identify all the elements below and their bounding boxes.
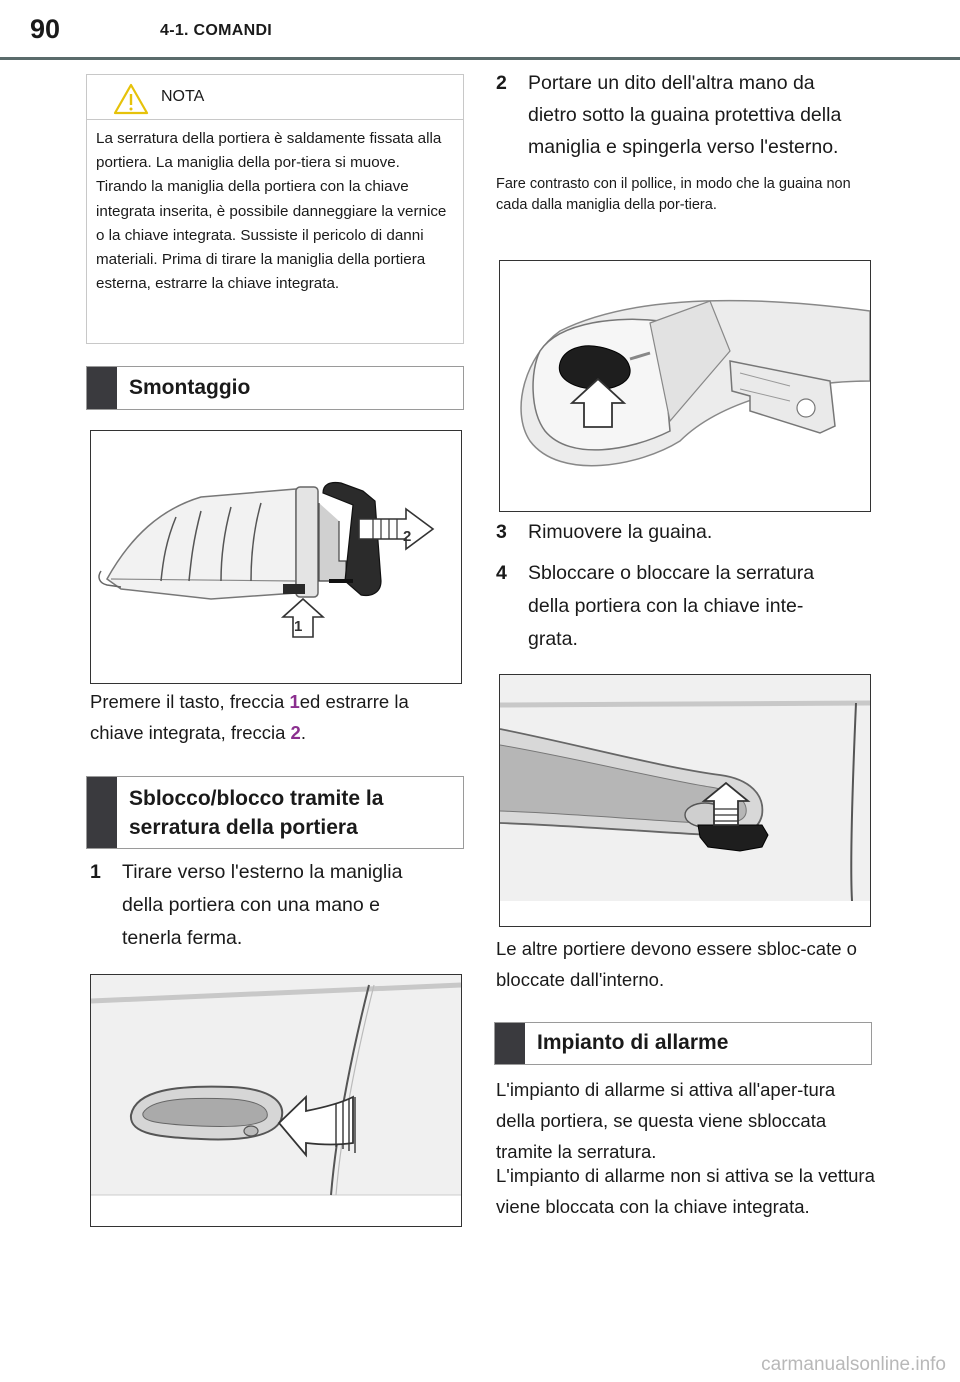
allarme-paragraph-1: L'impianto di allarme si attiva all'aper-tura della portiera, se questa viene sbloccata tramite la serratura. <box>496 1079 836 1162</box>
arrow-1-icon <box>283 599 323 637</box>
step-1 <box>90 856 462 960</box>
smontaggio-text <box>90 686 462 748</box>
step-line: Portare un dito dell'altra mano da <box>528 72 815 94</box>
page-number: 90 <box>30 14 61 44</box>
header-divider <box>0 57 960 60</box>
watermark: carmanualsonline.info <box>761 1354 946 1375</box>
step-line: dietro sotto la guaina protettiva della <box>528 104 842 126</box>
section-title-line2: serratura della portiera <box>129 816 358 839</box>
step-2-note: Fare contrasto con il pollice, in modo che la guaina non cada dalla maniglia della por-tiera. <box>496 176 851 213</box>
note-box <box>86 74 464 344</box>
step-line: grata. <box>528 628 578 650</box>
step-line: Tirare verso l'esterno la maniglia <box>122 861 403 883</box>
section-bar <box>87 367 117 409</box>
step-number: 4 <box>496 562 507 584</box>
figure-door-handle-pull <box>90 974 462 1227</box>
section-title: Smontaggio <box>129 376 251 399</box>
section-bar <box>87 777 117 848</box>
step-4 <box>496 557 876 661</box>
figure-label-1: 1 <box>294 618 303 635</box>
chapter-title: 4-1. COMANDI <box>160 22 273 39</box>
arrow-ref-2: 2 <box>290 722 301 743</box>
step-number: 2 <box>496 72 507 94</box>
step-line: della portiera con una mano e <box>122 894 381 916</box>
smontaggio-text-part1: Premere il tasto, freccia <box>90 691 290 712</box>
section-header-allarme <box>494 1022 872 1065</box>
other-doors-text: Le altre portiere devono essere sbloc-cate o bloccate dall'interno. <box>496 938 857 990</box>
step-line: della portiera con la chiave inte- <box>528 595 804 617</box>
step-line: tenerla ferma. <box>122 927 243 949</box>
step-2 <box>496 67 876 167</box>
section-title-line1: Sblocco/blocco tramite la <box>129 787 384 810</box>
step-line: Rimuovere la guaina. <box>528 521 713 543</box>
figure-label-2: 2 <box>403 528 412 545</box>
note-title: NOTA <box>161 88 205 105</box>
section-header-smontaggio <box>86 366 464 410</box>
smontaggio-text-part2: ed estrarre la chiave integrata, freccia <box>90 691 409 743</box>
smontaggio-text-part3: . <box>300 722 306 743</box>
note-header <box>87 75 463 120</box>
warning-icon <box>113 83 149 115</box>
figure-key-in-lock <box>499 674 871 927</box>
step-line: maniglia e spingerla verso l'esterno. <box>528 136 839 158</box>
step-line: Sbloccare o bloccare la serratura <box>528 562 815 584</box>
figure-cover-removal <box>499 260 871 512</box>
section-header-sblocco <box>86 776 464 849</box>
step-3 <box>496 516 876 550</box>
step-number: 1 <box>90 861 101 883</box>
section-bar <box>495 1023 525 1064</box>
allarme-paragraph-2: L'impianto di allarme non si attiva se la vettura viene bloccata con la chiave integrata. <box>496 1165 875 1217</box>
step-number: 3 <box>496 521 507 543</box>
arrow-ref-1: 1 <box>289 691 300 712</box>
note-text: La serratura della portiera è saldamente fissata alla portiera. La maniglia della por-tiera si muove. Tirando la maniglia della portiera con la chiave integrata inserita, è possibile danneggiare la vernice o la chiave integrata. Sussiste il pericolo di danni materiali. Prima di tirare la maniglia della portiera esterna, estrarre la chiave integrata. <box>96 130 447 293</box>
figure-key-removal <box>90 430 462 684</box>
section-title: Impianto di allarme <box>537 1031 729 1054</box>
